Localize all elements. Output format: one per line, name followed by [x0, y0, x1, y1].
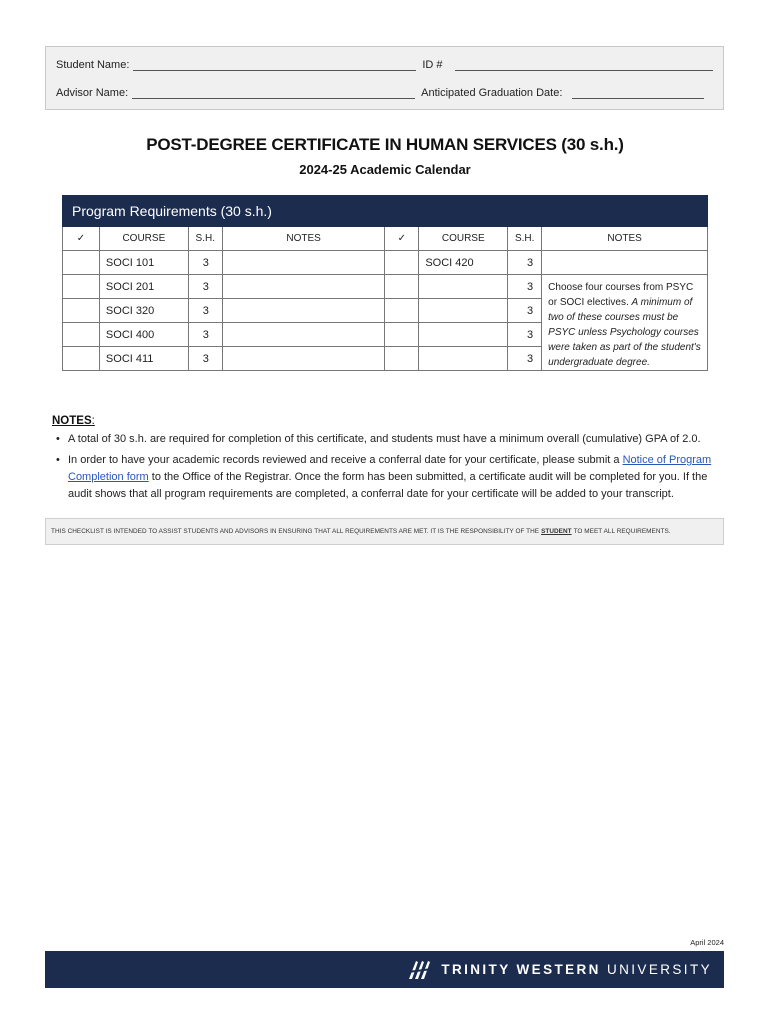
notes-cell[interactable] [222, 299, 385, 323]
student-name-field[interactable] [133, 61, 416, 71]
table-banner: Program Requirements (30 s.h.) [63, 196, 708, 227]
course-cell[interactable] [419, 323, 508, 347]
course-column-header: COURSE [99, 227, 188, 251]
list-item: • In order to have your academic records reviewed and receive a conferral date for your certificate, please submit a Notice of Program Completion form to the Office of the Registrar. Once the form has been submitted, a certificate audit will be completed for you. If the audit shows that all program requirements are completed, a conferral date for your certificate will be added to your transcript. [55, 452, 720, 503]
course-cell: SOCI 320 [99, 299, 188, 323]
elective-note-text: Choose four courses from PSYC or SOCI electives. [548, 282, 694, 308]
checkbox-cell[interactable] [63, 347, 100, 371]
notes-column-header: NOTES [222, 227, 385, 251]
table-row [63, 251, 708, 275]
page-title: POST-DEGREE CERTIFICATE IN HUMAN SERVICES (30 s.h.) [146, 135, 624, 154]
sh-cell: 3 [508, 323, 542, 347]
sh-cell: 3 [508, 275, 542, 299]
sh-cell: 3 [188, 275, 222, 299]
course-cell: SOCI 420 [419, 251, 508, 275]
sh-cell: 3 [188, 251, 222, 275]
course-cell: SOCI 101 [99, 251, 188, 275]
notes-heading: NOTES: [52, 415, 95, 427]
notes-list [55, 431, 720, 507]
elective-notes-cell [542, 275, 708, 371]
disclaimer-bar: THIS CHECKLIST IS INTENDED TO ASSIST STUDENTS AND ADVISORS IN ENSURING THAT ALL REQUIREMENTS ARE MET. IT IS THE RESPONSIBILITY OF THE STUDENT TO MEET ALL REQUIREMENTS. [45, 518, 724, 545]
checkbox-cell[interactable] [63, 275, 100, 299]
checkbox-cell[interactable] [63, 251, 100, 275]
checkbox-cell[interactable] [385, 275, 419, 299]
graduation-date-field[interactable] [572, 89, 704, 99]
student-info-row [56, 59, 713, 71]
course-cell[interactable] [419, 275, 508, 299]
twu-feather-logo-icon [407, 959, 433, 981]
sh-cell: 3 [188, 347, 222, 371]
course-column-header: COURSE [419, 227, 508, 251]
checkbox-cell[interactable] [385, 251, 419, 275]
table-row [63, 275, 708, 299]
sh-cell: 3 [188, 323, 222, 347]
sh-cell: 3 [188, 299, 222, 323]
revision-date: April 2024 [690, 938, 724, 947]
id-field[interactable] [455, 61, 713, 71]
footer-bar [45, 951, 724, 988]
check-column-header: ✓ [63, 227, 100, 251]
student-name-label: Student Name: [56, 59, 130, 71]
notes-cell[interactable] [222, 275, 385, 299]
course-cell: SOCI 201 [99, 275, 188, 299]
student-info-box [45, 46, 724, 110]
checkbox-cell[interactable] [63, 299, 100, 323]
checkbox-cell[interactable] [385, 347, 419, 371]
course-cell[interactable] [419, 347, 508, 371]
notes-cell[interactable] [542, 251, 708, 275]
advisor-name-label: Advisor Name: [56, 87, 129, 99]
list-item: • A total of 30 s.h. are required for completion of this certificate, and students must have a minimum overall (cumulative) GPA of 2.0. [55, 431, 720, 448]
table-header-row [63, 227, 708, 251]
page-subtitle: 2024-25 Academic Calendar [299, 162, 471, 177]
graduation-date-label: Anticipated Graduation Date: [421, 87, 563, 99]
id-label: ID # [422, 59, 443, 71]
course-cell: SOCI 411 [99, 347, 188, 371]
elective-note-italic: A minimum of two of these courses must be PSYC unless Psychology courses were taken as part of the student's undergraduate degree. [548, 297, 701, 368]
course-cell[interactable] [419, 299, 508, 323]
notes-column-header: NOTES [542, 227, 708, 251]
sh-cell: 3 [508, 299, 542, 323]
sh-cell: 3 [508, 347, 542, 371]
requirements-table [62, 195, 708, 371]
check-column-header: ✓ [385, 227, 419, 251]
sh-cell: 3 [508, 251, 542, 275]
advisor-name-field[interactable] [132, 89, 415, 99]
sh-column-header: S.H. [508, 227, 542, 251]
course-cell: SOCI 400 [99, 323, 188, 347]
advisor-info-row [56, 87, 704, 99]
notice-of-completion-link[interactable]: Notice of Program Completion form [68, 454, 712, 483]
notes-cell[interactable] [222, 347, 385, 371]
checkbox-cell[interactable] [385, 323, 419, 347]
table-banner-row [63, 196, 708, 227]
notes-cell[interactable] [222, 251, 385, 275]
sh-column-header: S.H. [188, 227, 222, 251]
checkbox-cell[interactable] [63, 323, 100, 347]
university-wordmark: TRINITY WESTERN UNIVERSITY [441, 962, 712, 977]
notes-cell[interactable] [222, 323, 385, 347]
checkbox-cell[interactable] [385, 299, 419, 323]
